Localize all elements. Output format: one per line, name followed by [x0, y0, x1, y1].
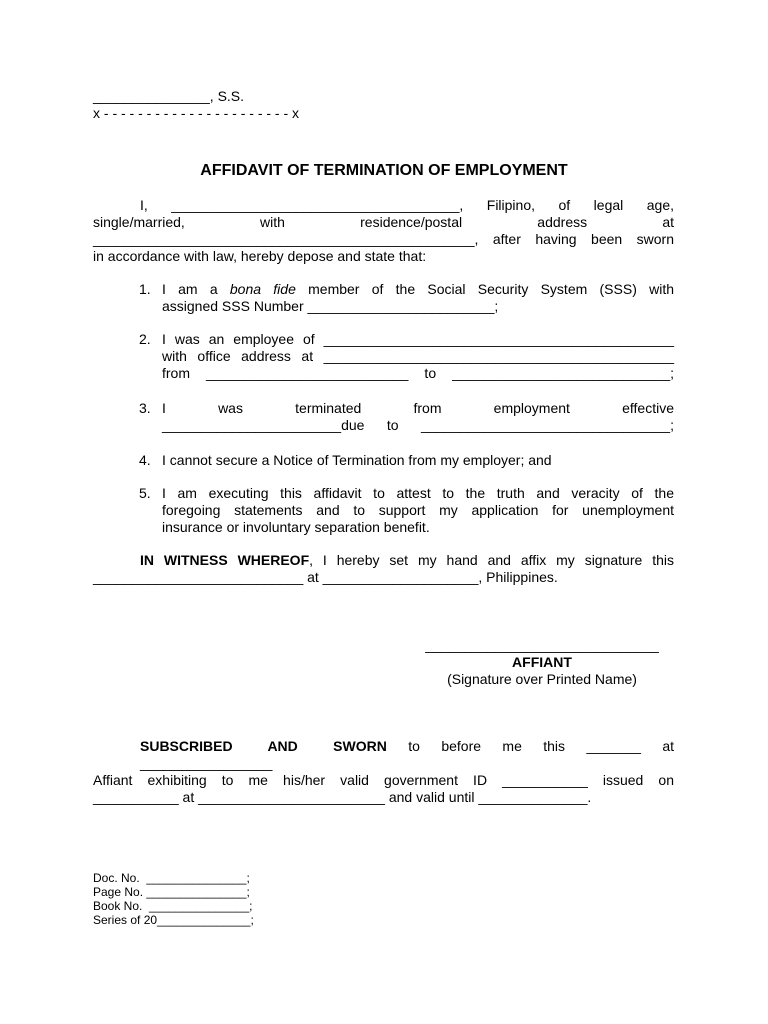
- item-2-line-2: with office address at _____________________________________________: [162, 348, 674, 364]
- witness-line-1: [93, 552, 674, 569]
- item-2-line-1: I was an employee of _____________________________________________: [162, 331, 674, 347]
- list-item-5: [139, 485, 674, 536]
- intro-lead: I,: [140, 197, 148, 213]
- doc-number: Doc. No. _______________;: [93, 871, 250, 885]
- series-number: Series of 20______________;: [93, 913, 254, 927]
- witness-line-2: ___________________________ at ____________________, Philippines.: [93, 569, 558, 585]
- jurat-line-3: Affiant exhibiting to me his/her valid government ID ___________ issued on: [93, 772, 674, 788]
- item-2-line-3: from __________________________ to ____________________________;: [162, 365, 674, 381]
- jurat-paragraph: [93, 738, 674, 806]
- affiant-sublabel: (Signature over Printed Name): [447, 671, 637, 687]
- list-number: 4.: [139, 452, 151, 468]
- intro-line-4: in accordance with law, hereby depose and state that:: [93, 248, 427, 264]
- list-item-4: [139, 452, 674, 469]
- book-number: Book No. _______________;: [93, 899, 253, 913]
- item-4-line-1: I cannot secure a Notice of Termination from my employer; and: [162, 452, 552, 468]
- list-item-3: [139, 400, 674, 434]
- list-item-2: [139, 331, 674, 382]
- item-1-pre: I am a: [162, 281, 230, 297]
- affiant-label: AFFIANT: [512, 654, 572, 670]
- signature-block: [418, 637, 666, 688]
- venue-line: _______________, S.S.: [93, 88, 245, 104]
- item-3-line-1: I was terminated from employment effective: [162, 400, 674, 416]
- list-number: 1.: [139, 281, 151, 297]
- jurat-line-2: _________________: [140, 755, 273, 771]
- list-number: 3.: [139, 400, 151, 416]
- item-3-line-2: _______________________due to ________________________________;: [162, 417, 674, 433]
- page-title: AFFIDAVIT OF TERMINATION OF EMPLOYMENT: [200, 162, 568, 179]
- jurat-line1-rest: to before me this _______ at: [408, 738, 675, 754]
- jurat-line-4: ___________ at ________________________ and valid until ______________.: [93, 789, 592, 805]
- item-1-line-1: [162, 281, 674, 298]
- item-1-line-2: assigned SSS Number ________________________;: [162, 298, 499, 314]
- witness-line1-rest: , I hereby set my hand and affix my signature this: [309, 552, 674, 568]
- intro-line-2: single/married, with residence/postal address at: [93, 214, 674, 230]
- intro-line-3: _________________________________________________, after having been sworn: [93, 231, 674, 247]
- item-1-italic: bona fide: [229, 281, 296, 297]
- item-5-line-1: I am executing this affidavit to attest to the truth and veracity of the: [162, 485, 674, 501]
- item-5-line-2: foregoing statements and to support my application for unemployment: [162, 502, 674, 518]
- intro-line1-rest: Filipino, of legal age,: [486, 197, 674, 213]
- item-1-post: member of the Social Security System (SSS) with: [295, 281, 675, 297]
- witness-bold: IN WITNESS WHEREOF: [140, 552, 310, 568]
- list-number: 2.: [139, 331, 151, 347]
- signature-line: ______________________________: [425, 637, 659, 653]
- intro-paragraph: [93, 197, 674, 265]
- caption-line: x - - - - - - - - - - - - - - - - - - - - - - x: [93, 105, 300, 121]
- page-number: Page No. _______________;: [93, 885, 250, 899]
- jurat-line-1: [93, 738, 674, 755]
- jurat-bold: SUBSCRIBED AND SWORN: [140, 738, 387, 754]
- item-5-line-3: insurance or involuntary separation benefit.: [162, 519, 430, 535]
- list-number: 5.: [139, 485, 151, 501]
- intro-line-1: [93, 197, 674, 214]
- list-item-1: [139, 281, 674, 315]
- intro-name-blank: _____________________________________,: [171, 197, 464, 213]
- witness-paragraph: [93, 552, 674, 586]
